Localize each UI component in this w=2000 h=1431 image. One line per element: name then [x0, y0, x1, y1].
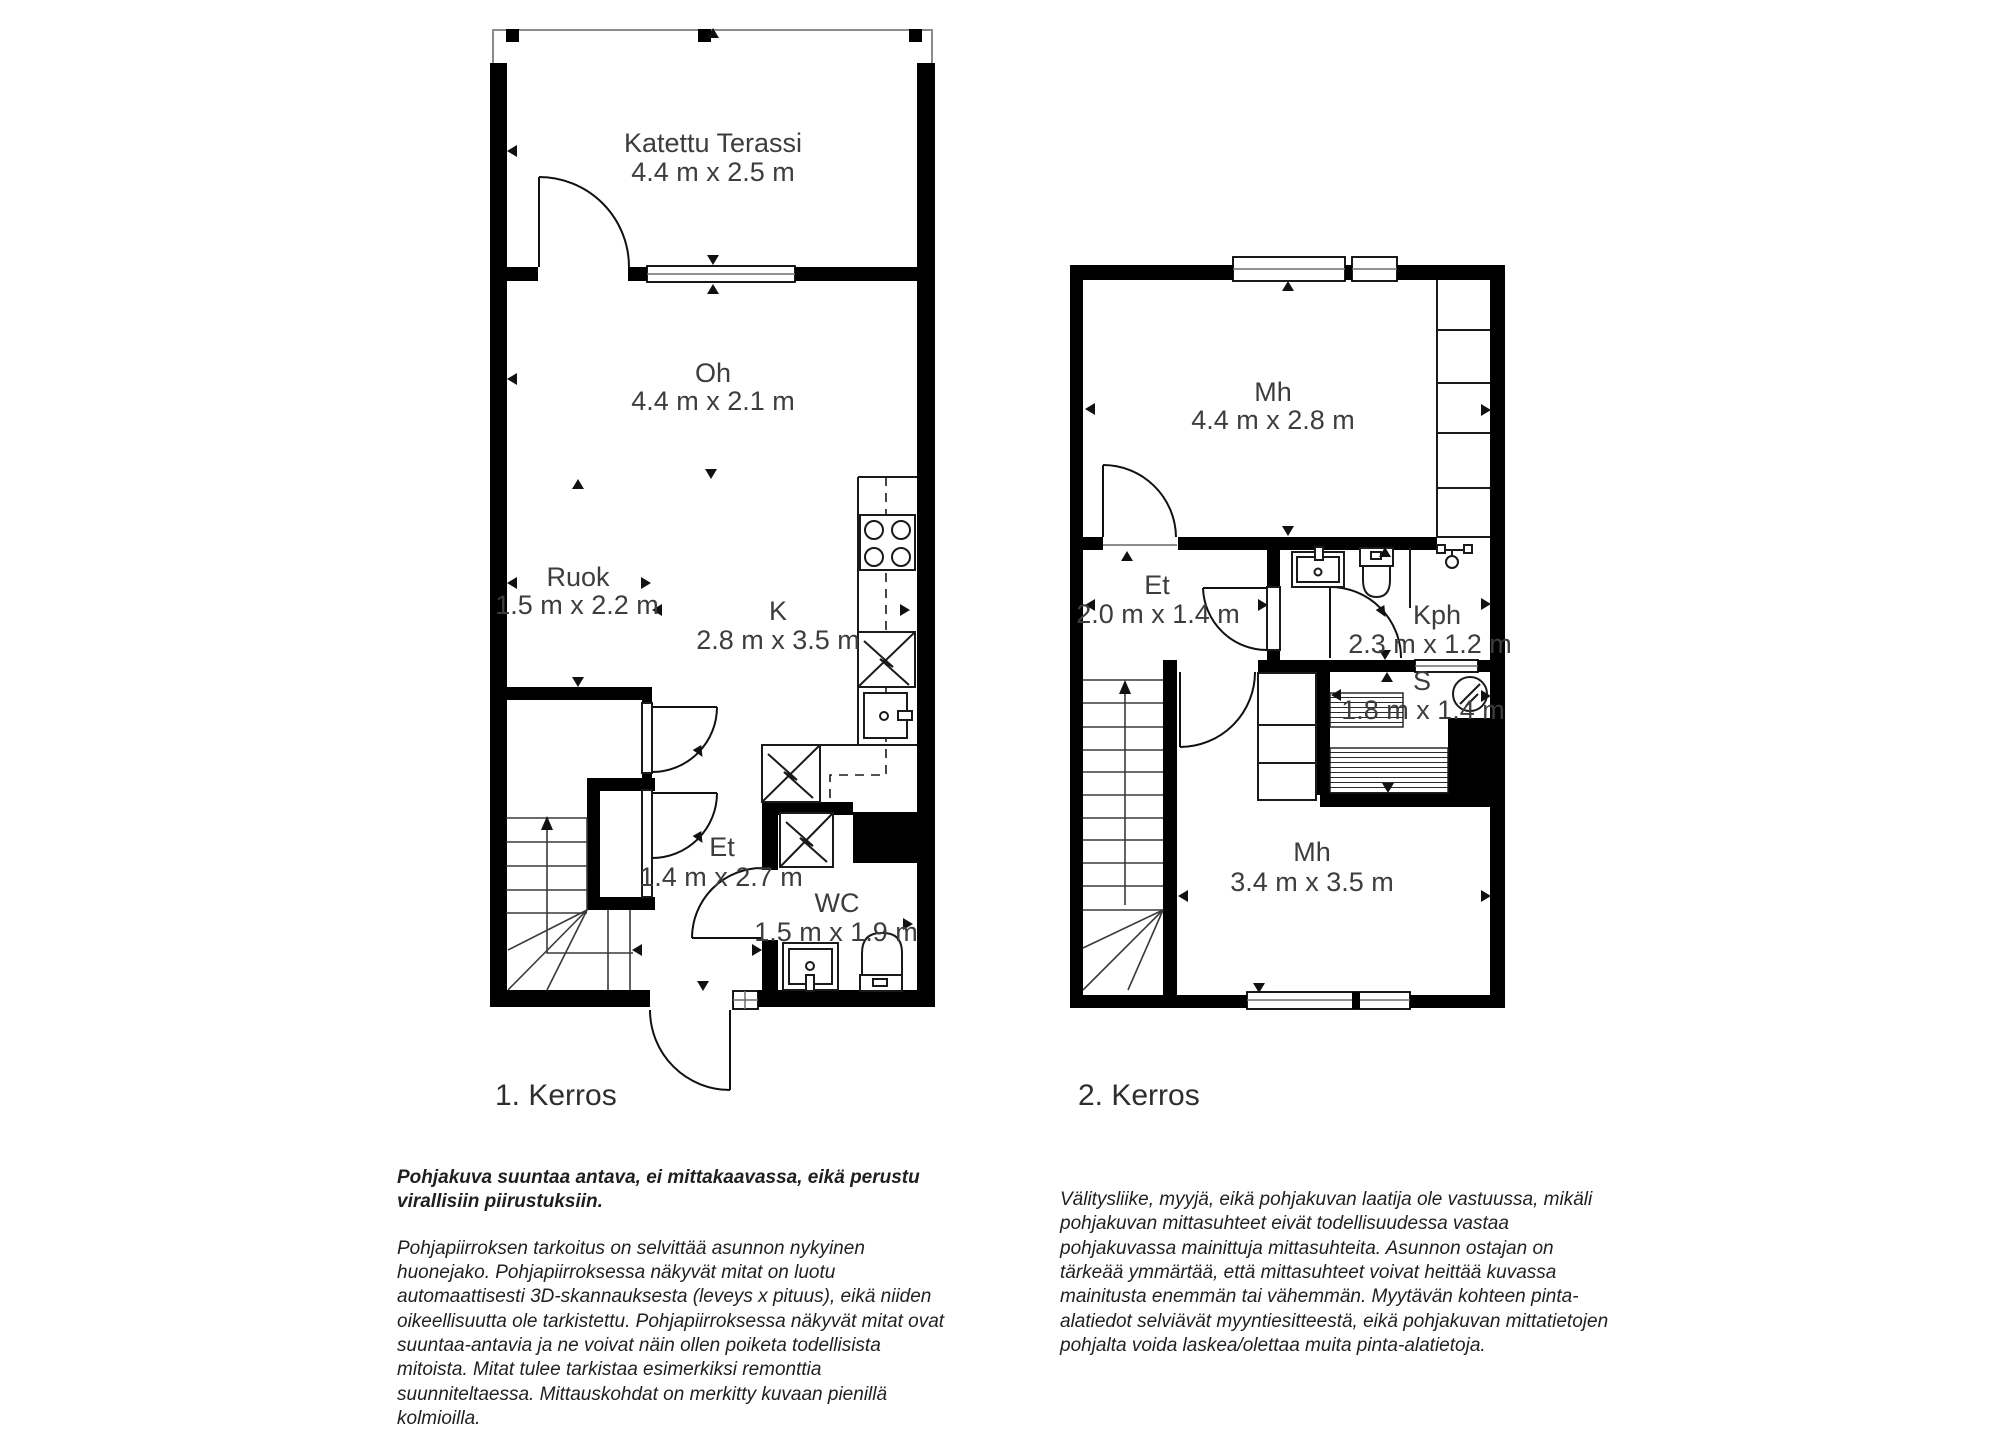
room-dims-s: 1.8 m x 1.4 m [1341, 695, 1505, 725]
room-dims-et1: 1.4 m x 2.7 m [639, 862, 803, 892]
kph-sink [1292, 547, 1344, 587]
floor2-caption: 2. Kerros [1078, 1079, 1200, 1112]
room-dims-mh2: 3.4 m x 3.5 m [1230, 867, 1394, 897]
room-label-wc: WC [814, 888, 860, 918]
wardrobe-bottom [1258, 673, 1316, 800]
room-label-k: K [768, 596, 788, 626]
room-dims-kph: 2.3 m x 1.2 m [1348, 629, 1512, 659]
room-dims-et2: 2.0 m x 1.4 m [1076, 599, 1240, 629]
floor1-caption: 1. Kerros [495, 1079, 617, 1112]
room-label-terassi: Katettu Terassi [623, 128, 803, 158]
disclaimer-left [397, 1166, 945, 1431]
room-dims-ruok: 1.5 m x 2.2 m [495, 590, 659, 620]
room-label-mh2: Mh [1293, 837, 1331, 867]
room-dims-k: 2.8 m x 3.5 m [696, 625, 860, 655]
dishwasher-icon [762, 745, 820, 802]
room-label-ruok: Ruok [546, 562, 610, 592]
disclaimer-left-heading: Pohjakuva suuntaa antava, ei mittakaavassa, eikä perustu virallisiin piirustuksiin. [397, 1167, 920, 1213]
room-label-et1: Et [709, 832, 735, 862]
disclaimer-left-body: Pohjapiirroksen tarkoitus on selvittää asunnon nykyinen huonejako. Pohjapiirroksessa näkyvät mitat on luotu automaattisesti 3D-skannauksesta (leveys x pituus), eikä niiden oikeellisuutta ole tarkistettu. Pohjapiirroksessa näkyvät mitat ovat suuntaa-antavia ja ne voivat näin ollen poiketa todellisista mitoista. Mitat tulee tarkistaa esimerkiksi remonttia suunniteltaessa. Mittauskohdat on merkitty kuvaan pienillä kolmioilla. [397, 1237, 945, 1429]
disclaimer-right-body: Välitysliike, myyjä, eikä pohjakuvan laatija ole vastuussa, mikäli pohjakuvan mittasuhteet eivät todellisuudessa vastaa pohjakuvassa mainittuja mittasuhteita. Asunnon ostajan on tärkeää ymmärtää, että mittasuhteet voivat heittää kuvassa mainitusta enemmän tai vähemmän. Myytävän kohteen pinta-alatiedot selviävät myyntiesitteestä, eikä pohjakuvan mittatietojen pohjalta voida laskea/olettaa muita pinta-alatietoja. [1060, 1189, 1609, 1356]
room-label-s: S [1412, 666, 1432, 696]
washing-machine-icon [780, 813, 833, 867]
room-label-oh: Oh [694, 358, 732, 388]
shower-icon [1410, 545, 1472, 608]
room-label-mh1: Mh [1254, 377, 1292, 407]
stairs-floor2 [1083, 680, 1163, 990]
fridge-icon [858, 632, 915, 687]
room-dims-mh1: 4.4 m x 2.8 m [1191, 405, 1355, 435]
wc-sink [783, 943, 838, 991]
room-label-kph: Kph [1412, 600, 1462, 630]
kitchen-sink [864, 693, 912, 738]
stove [860, 515, 915, 570]
room-label-et2: Et [1144, 570, 1170, 600]
room-dims-wc: 1.5 m x 1.9 m [754, 917, 918, 947]
room-dims-oh: 4.4 m x 2.1 m [631, 386, 795, 416]
floor2-plan [1070, 257, 1512, 1112]
floor1-plan [490, 28, 935, 1112]
room-dims-terassi: 4.4 m x 2.5 m [631, 157, 795, 187]
